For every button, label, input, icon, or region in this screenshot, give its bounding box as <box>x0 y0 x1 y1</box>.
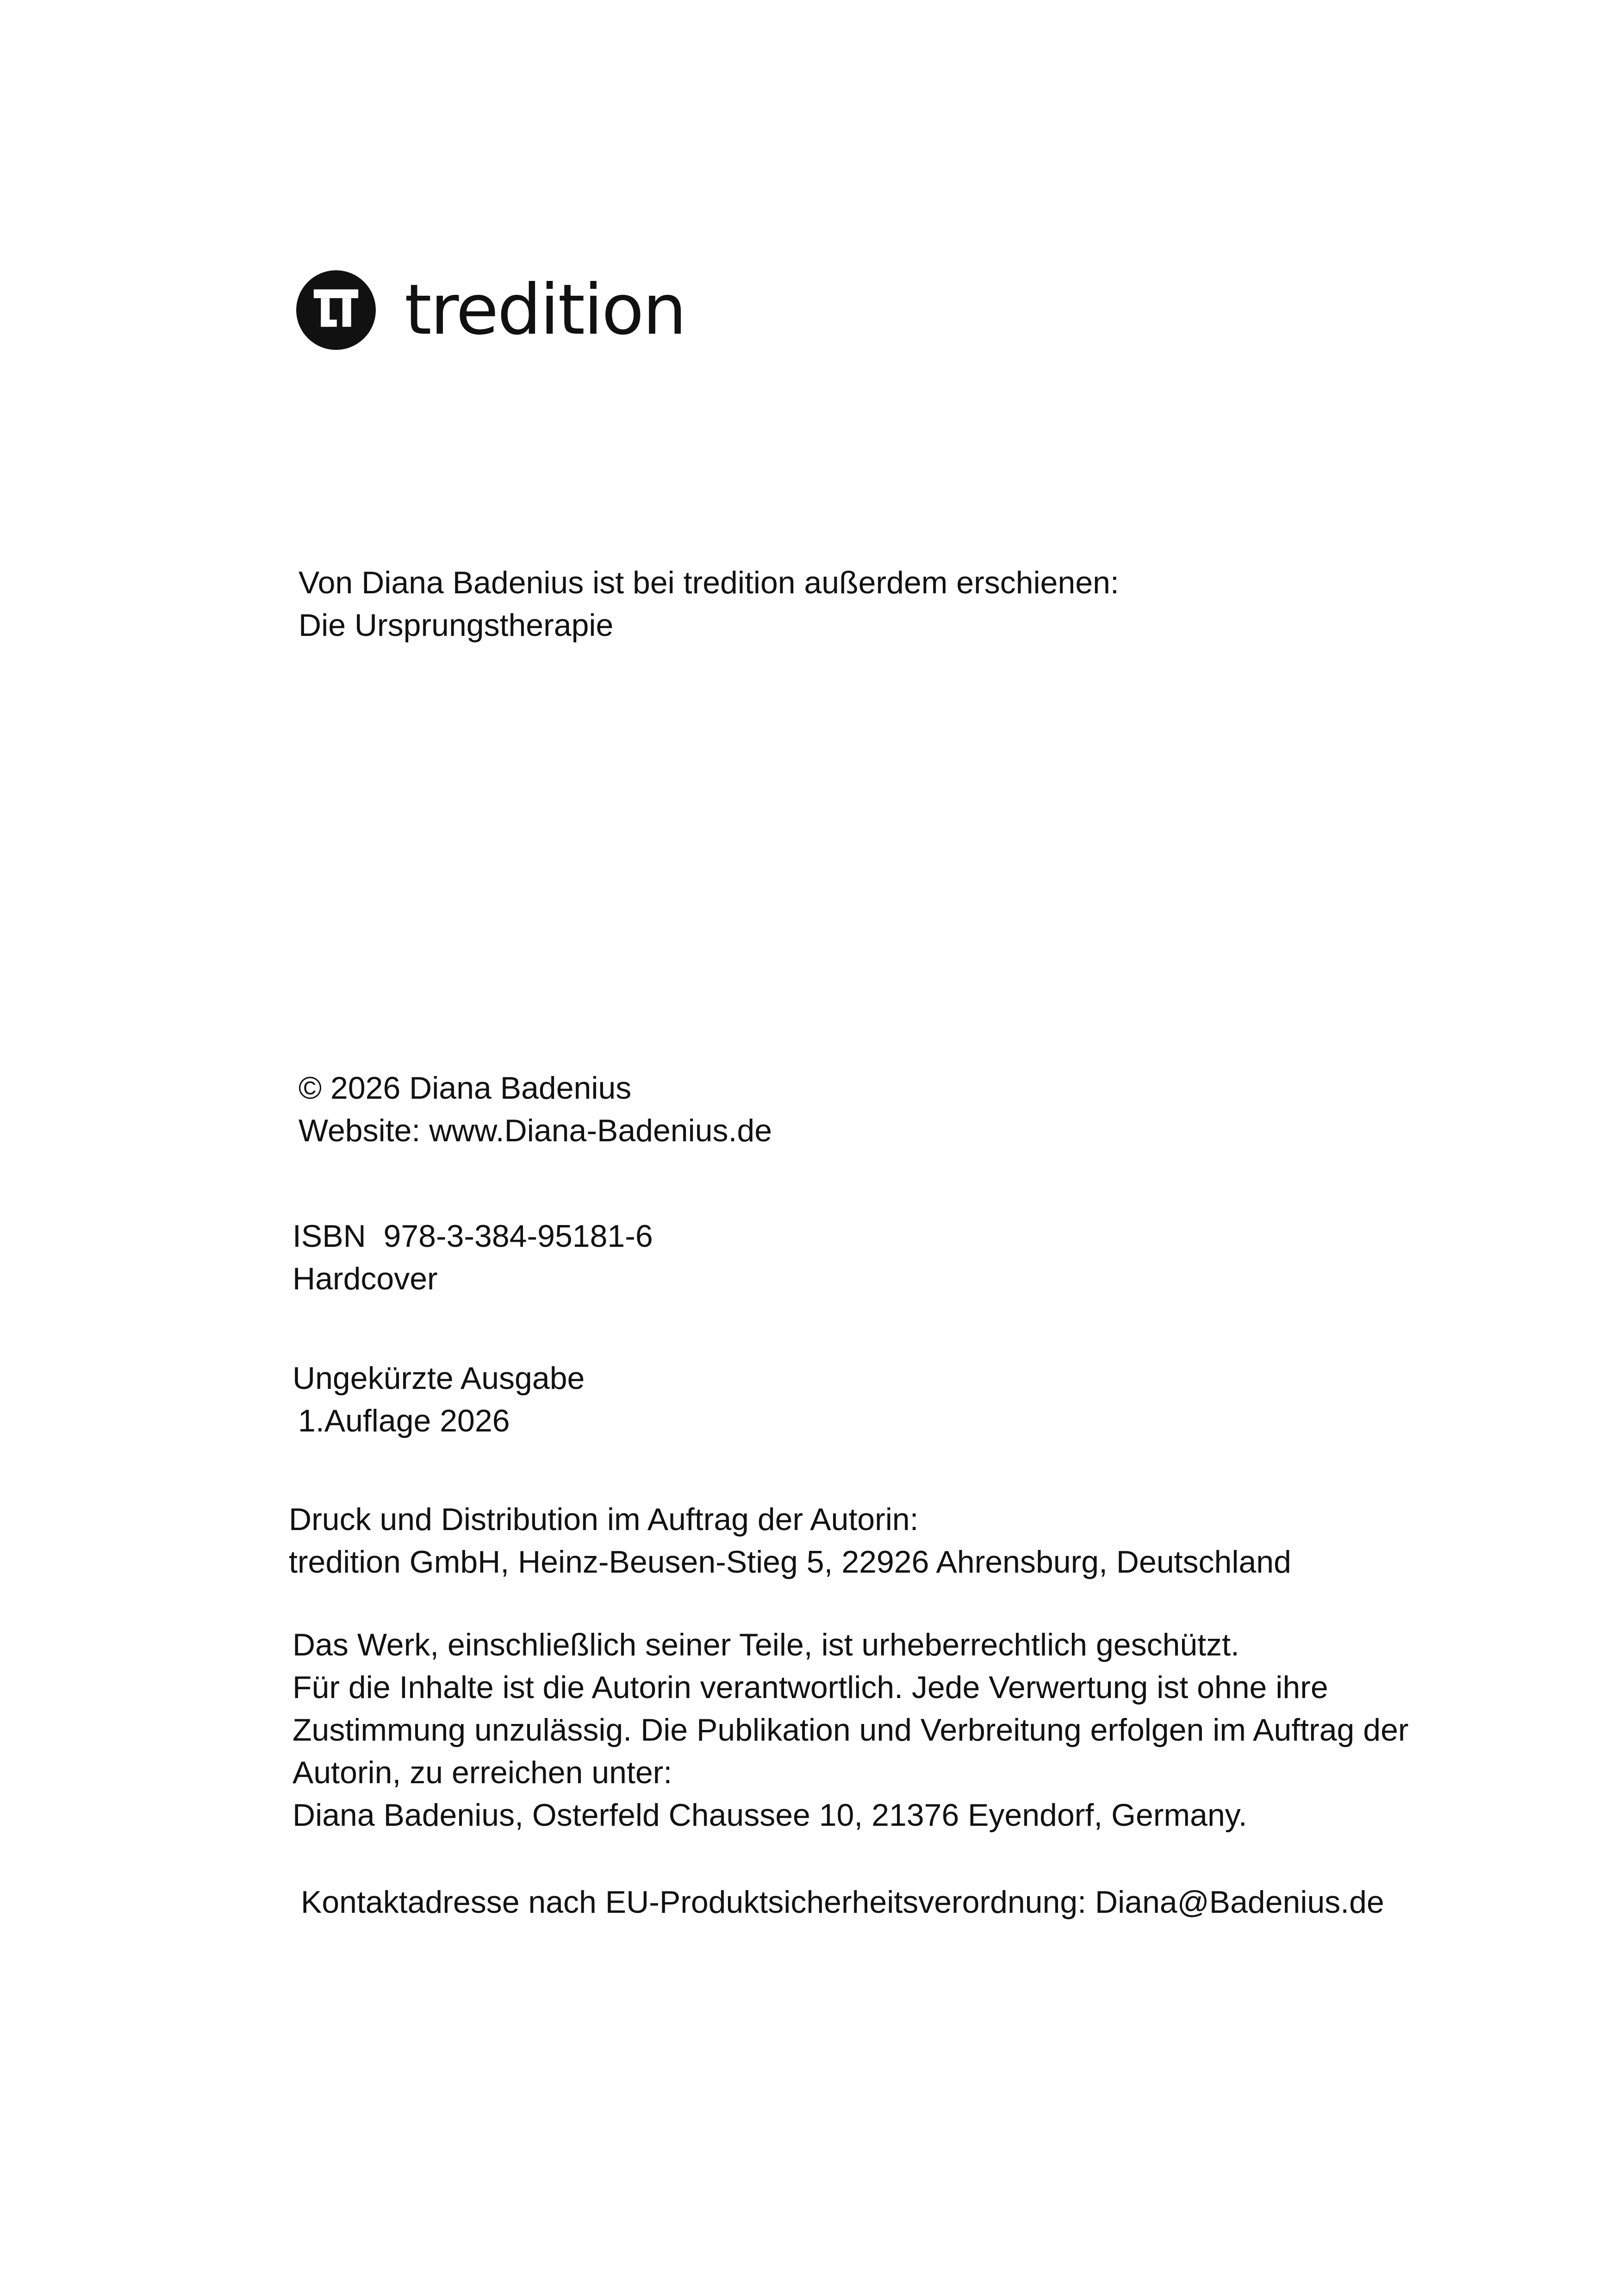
publisher-logo-text: tredition <box>404 270 685 350</box>
contact-section <box>301 1881 1384 1923</box>
printing-distribution-line-2: tredition GmbH, Heinz-Beusen-Stieg 5, 22926 Ahrensburg, Deutschland <box>289 1544 1291 1580</box>
edition-printing: 1.Auflage 2026 <box>298 1403 510 1438</box>
printing-distribution-section <box>289 1498 1291 1583</box>
rights-section <box>292 1624 1409 1836</box>
book-format: Hardcover <box>292 1261 438 1296</box>
edition-type: Ungekürzte Ausgabe <box>292 1361 585 1396</box>
edition-section <box>292 1357 585 1442</box>
also-published-section <box>299 561 1119 647</box>
tredition-t-mark-icon <box>296 270 376 350</box>
rights-line: Das Werk, einschließlich seiner Teile, ist urheberrechtlich geschützt. <box>292 1627 1239 1662</box>
also-published-title: Die Ursprungstherapie <box>299 608 614 643</box>
contact-line: Kontaktadresse nach EU-Produktsicherheitsverordnung: Diana@Badenius.de <box>301 1885 1384 1920</box>
publisher-logo <box>296 268 685 352</box>
also-published-intro: Von Diana Badenius ist bei tredition außerdem erschienen: <box>299 565 1119 600</box>
rights-line: Autorin, zu erreichen unter: <box>292 1755 672 1790</box>
rights-line: Zustimmung unzulässig. Die Publikation und Verbreitung erfolgen im Auftrag der <box>292 1712 1409 1748</box>
isbn-section <box>292 1215 653 1300</box>
copyright-line: © 2026 Diana Badenius <box>299 1070 632 1106</box>
rights-line: Diana Badenius, Osterfeld Chaussee 10, 21376 Eyendorf, Germany. <box>292 1798 1247 1833</box>
copyright-section <box>299 1067 772 1152</box>
printing-distribution-line-1: Druck und Distribution im Auftrag der Autorin: <box>289 1502 919 1537</box>
website-line: Website: www.Diana-Badenius.de <box>299 1113 772 1148</box>
rights-line: Für die Inhalte ist die Autorin verantwortlich. Jede Verwertung ist ohne ihre <box>292 1670 1328 1705</box>
isbn-line: ISBN 978-3-384-95181-6 <box>292 1219 653 1254</box>
